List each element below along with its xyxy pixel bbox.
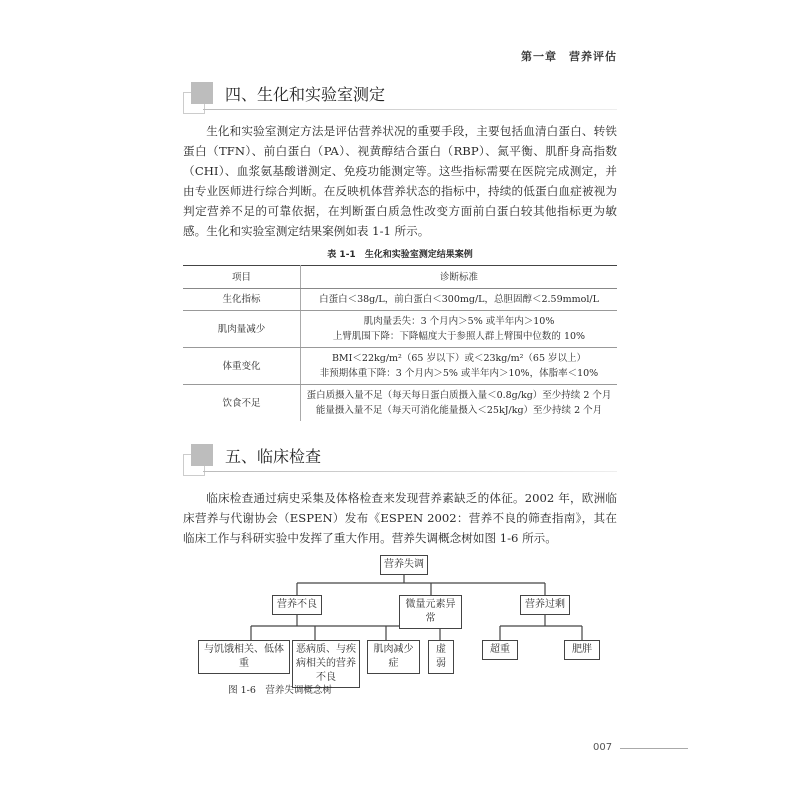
row-item: 生化指标 — [183, 289, 301, 311]
tree-node-starvation: 与饥饿相关、低体重 — [198, 640, 290, 674]
criteria-line: 蛋白质摄入量不足（每天每日蛋白质摄入量＜0.8g/kg）至少持续 2 个月 — [306, 390, 612, 401]
tree-node-sarcopenia: 肌肉减少症 — [367, 640, 420, 674]
criteria-line: 非预期体重下降：3 个月内＞5% 或半年内＞10%，体脂率＜10% — [319, 368, 599, 379]
tree-node-malnutrition: 营养不良 — [272, 595, 322, 615]
header-criteria: 诊断标准 — [301, 266, 618, 289]
row-item: 肌肉量减少 — [183, 311, 301, 348]
criteria-line: 能量摄入量不足（每天可消化能量摄入＜25kJ/kg）至少持续 2 个月 — [315, 405, 603, 416]
tree-node-overweight: 超重 — [482, 640, 518, 660]
criteria-line: BMI＜22kg/m²（65 岁以下）或＜23kg/m²（65 岁以上） — [331, 353, 587, 364]
page-number-rule — [620, 748, 688, 749]
tree-node-obesity: 肥胖 — [564, 640, 600, 660]
tree-node-overnutrition: 营养过剩 — [520, 595, 570, 615]
tree-node-micronutrient: 微量元素异常 — [399, 595, 462, 629]
running-head: 第一章 营养评估 — [521, 50, 617, 63]
tree-node-cachexia: 恶病质、与疾病相关的营养不良 — [292, 640, 360, 688]
criteria-line: 上臂肌围下降：下降幅度大于参照人群上臂围中位数的 10% — [332, 331, 586, 342]
section5-paragraph: 临床检查通过病史采集及体格检查来发现营养素缺乏的体征。2002 年，欧洲临床营养与代谢协会（ESPEN）发布《ESPEN 2002：营养不良的筛查指南》，其在临床工作与科研实验中发挥了重大作用。营养失调概念树如图 1-6 所示。 — [183, 491, 617, 545]
row-item: 体重变化 — [183, 348, 301, 385]
section-title: 五、临床检查 — [225, 447, 322, 466]
figure-caption: 图 1-6 营养失调概念树 — [228, 685, 332, 696]
row-item: 饮食不足 — [183, 385, 301, 422]
tree-node-frailty: 虚弱 — [428, 640, 454, 674]
header-item: 项目 — [183, 266, 301, 289]
table-caption: 表 1-1 生化和实验室测定结果案例 — [327, 250, 473, 260]
section-title: 四、生化和实验室测定 — [225, 85, 386, 104]
criteria-line: 肌肉量丢失：3 个月内＞5% 或半年内＞10% — [363, 316, 555, 327]
section4-paragraph: 生化和实验室测定方法是评估营养状况的重要手段，主要包括血清白蛋白、转铁蛋白（TFN）、前白蛋白（PA）、视黄醇结合蛋白（RBP）、氮平衡、肌酐身高指数（CHI）、血浆氨基酸谱测定、免疫功能测定等。这些指标需要在医院完成测定，并由专业医师进行综合判断。在反映机体营养状态的指标中，持续的低蛋白血症被视为判定营养不足的可靠依据，在判断蛋白质急性改变方面前白蛋白较其他指标更为敏感。生化和实验室测定结果案例如表 1-1 所示。 — [183, 124, 617, 238]
page-number: 007 — [593, 742, 613, 753]
criteria-line: 白蛋白＜38g/L，前白蛋白＜300mg/L，总胆固醇＜2.59mmol/L — [319, 294, 599, 305]
tree-node-root: 营养失调 — [380, 555, 428, 575]
